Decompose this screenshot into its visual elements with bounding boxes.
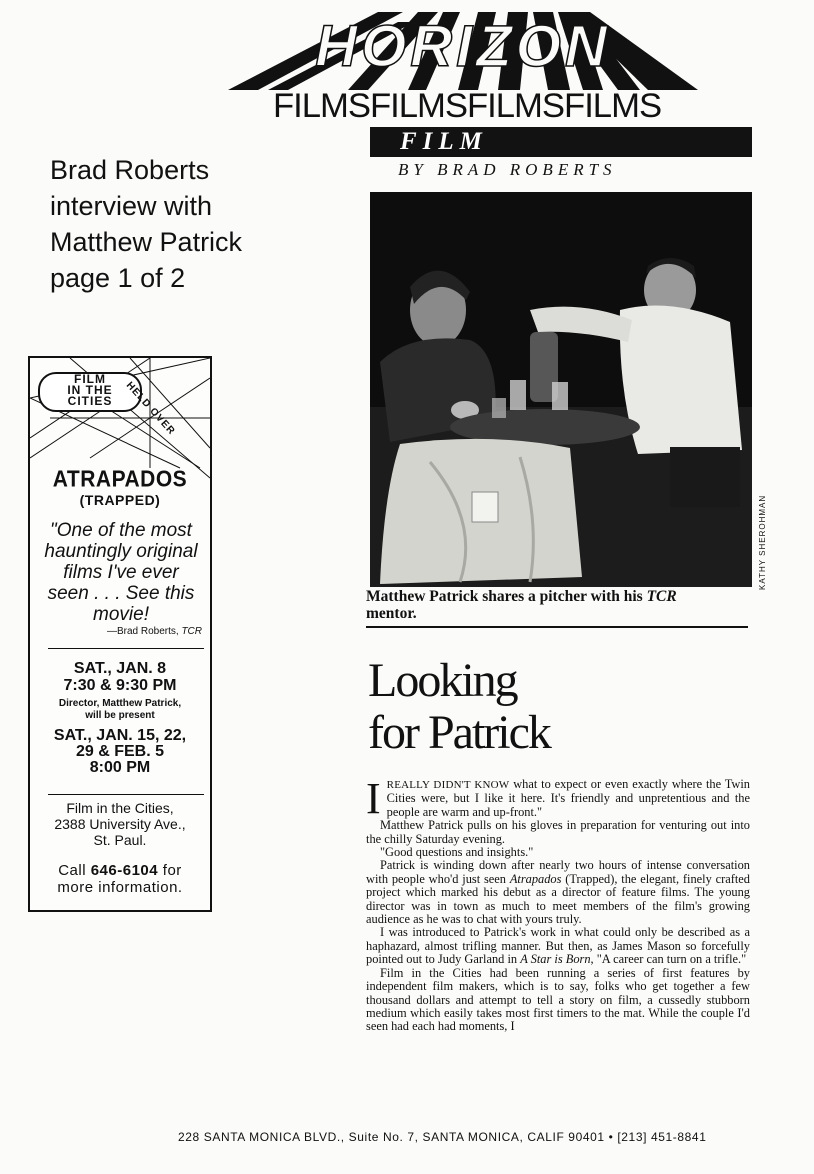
held-over-tag: HELD OVER [123,380,178,438]
paragraph-text: what to expect or even exactly where the Twin Cities were, but I like it here. It's friendly and unpretentious and the people are warm and up-front." [386,778,750,819]
drop-cap: I [366,778,381,823]
ad-divider [48,794,204,795]
showtime-line: 7:30 & 9:30 PM [63,677,177,694]
article-paragraph: Film in the Cities had been running a series of first features by independent film makers, which is to say, folks who get together a few thousand dollars and attempt to tell a story on film, a cussedly stubborn medium which easily takes most first timers to the mat. While the couple I'd seen had each had moments, I [366,965,750,1034]
article-paragraph: "Good questions and insights." [380,845,534,860]
ad-showtime-primary [30,660,210,694]
ad-phone-info [30,862,210,896]
lead-in: REALLY DIDN'T KNOW [386,779,510,791]
logo-films-subline: FILMSFILMSFILMSFILMS [272,87,662,125]
logo-line: CITIES [67,394,113,408]
attribution-source: TCR [181,626,202,637]
call-text: more information. [57,879,183,896]
article-paragraph: Matthew Patrick pulls on his gloves in preparation for venturing out into the chilly Saturday evening. [366,818,750,846]
note-line: Matthew Patrick [50,227,243,257]
showtime-line: 8:00 PM [89,759,151,776]
logo-line: IN THE [67,383,113,397]
ad-quote: "One of the most hauntingly original films I've ever seen . . . See this movie! [44,520,198,625]
caption-divider [366,626,748,628]
horizon-logo [228,6,698,92]
caption-italic: TCR [646,588,677,605]
paragraph-text: I was introduced to Patrick's work in what could only be described as a haphazard, almost trifling manner. But then, as James Mason so forcefully pointed out to Judy Garland in [366,925,750,967]
caption-text-end: mentor. [366,605,417,622]
address-line: 2388 University Ave., [54,816,186,832]
ad-director-note [30,698,210,722]
film-title: A Star is Born [520,952,591,967]
section-label: FILM [400,128,488,155]
ad-showtime-secondary [30,728,210,776]
logo-line: FILM [74,372,106,386]
article-paragraph [366,859,750,926]
article-body [366,778,750,1116]
ad-film-subtitle: (TRAPPED) [79,492,161,508]
call-text: Call [58,862,91,879]
paragraph-text: , "A career can turn on a trifle." [590,952,747,967]
page-note [50,152,310,296]
ad-film-title: ATRAPADOS [52,466,188,493]
caption-text: Matthew Patrick shares a pitcher with his [366,588,647,605]
address-line: Film in the Cities, [66,800,174,816]
photo-caption [366,588,756,622]
note-line: interview with [50,191,213,221]
logo-text: HORIZON [315,14,611,79]
paragraph-text: (Trapped), the elegant, finely crafted project which marked his debut as a director of feature films. The young director was in town as much to meet members of the film's growing audience as he was to chat with yours truly. [366,871,750,927]
film-in-the-cities-logo [38,372,142,412]
section-banner [370,127,752,157]
paragraph-text: Patrick is winding down after nearly two hours of intense conversation with people who'd just seen [366,858,750,886]
showtime-line: SAT., JAN. 15, 22, [53,727,187,744]
footer-address: 228 SANTA MONICA BLVD., Suite No. 7, SANTA MONICA, CALIF 90401 • [213] 451-8841 [178,1130,707,1144]
article-photo [370,192,752,587]
call-text: for [158,862,182,879]
ad-venue-address [30,800,210,848]
headline-line: for Patrick [368,706,550,759]
film-title: Atrapados [509,871,562,886]
headline-line: Looking [368,654,517,707]
byline: BY BRAD ROBERTS [398,160,617,179]
photo-illustration [370,192,752,587]
showtime-line: 29 & FEB. 5 [75,743,165,760]
article-paragraph [366,778,750,823]
phone-number: 646-6104 [90,862,159,879]
director-line: will be present [85,710,155,721]
ad-quote-attribution [40,626,202,637]
film-advertisement [28,356,212,912]
showtime-line: SAT., JAN. 8 [73,660,167,677]
address-line: St. Paul. [93,832,147,848]
article-headline [368,655,748,759]
ad-divider [48,648,204,649]
attribution-text: —Brad Roberts, [106,626,182,637]
photo-credit: KATHY SHEROHMAN [758,494,767,590]
note-line: Brad Roberts [50,155,210,185]
article-paragraph [366,926,750,966]
director-line: Director, Matthew Patrick, [58,698,182,709]
note-line: page 1 of 2 [50,263,186,293]
